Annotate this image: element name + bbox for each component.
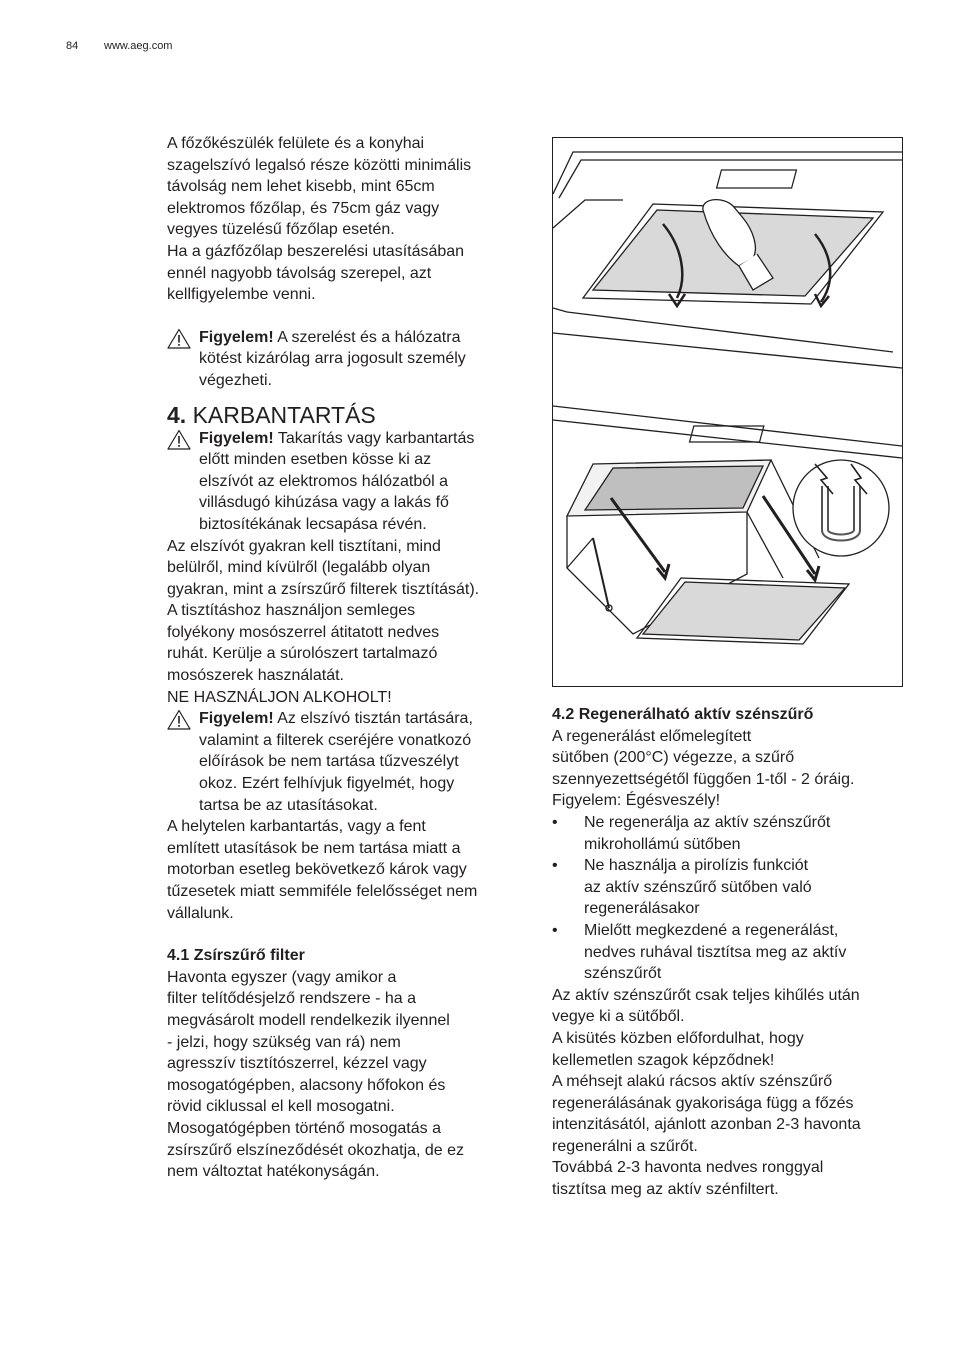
grease-filter-paragraph: Havonta egyszer (vagy amikor a filter telítődésjelző rendszere - ha a megvásárolt modell rendelkezik ilyennel - jelzi, hogy szükség van rá) nem agresszív tisztítószerrel, kézzel vagy mosogatógépben, alacsony hőfokon és rövid ciklussal el kell mosogatni. Mosogatógépben történő mosogatás a zsírszűrő elszíneződését okozhatja, de ez nem változtat hatékonyságán. xyxy=(167,968,465,1181)
subsection-heading-charcoal-filter: 4.2 Regenerálható aktív szénszűrő xyxy=(552,706,814,723)
intro-paragraph: A főzőkészülék felülete és a konyhai szagelszívó legalsó része közötti minimális távolság nem lehet kisebb, mint 65cm elektromos főzőlap, és 75cm gáz vagy vegyes tüzelésű főzőlap esetén. Ha a gázfőzőlap beszerelési utasításában ennél nagyobb távolság szerepel, azt kellfigyelembe venni. xyxy=(167,135,472,304)
warning-fire-hazard: Figyelem! Az elszívó tisztán tartására, valamint a filterek cseréjére vonatkozó előírások be nem tartása tűzveszélyt okoz. Ezért felhívjuk figyelmét, hogy tartsa be az utasításokat. xyxy=(167,708,527,816)
section-heading: 4. KARBANTARTÁS xyxy=(167,401,376,428)
right-column xyxy=(552,704,912,1201)
warning-icon xyxy=(167,429,191,450)
warning-installation: Figyelem! A szerelést és a hálózatra kötést kizárólag arra jogosult személy végezheti. xyxy=(167,327,527,392)
warning-icon xyxy=(167,709,191,730)
liability-paragraph: A helytelen karbantartás, vagy a fent említett utasítások be nem tartása miatt a motorban esetleg bekövetkező károk vagy tűzesetek miatt semmiféle felelősséget nem vállalunk. xyxy=(167,818,478,922)
cleaning-paragraph: Az elszívót gyakran kell tisztítani, mind belülről, mind kívülről (legalább olyan gyakran, mint a zsírszűrő filterek tisztítását). A tisztításhoz használjon semleges folyékony mosószerrel átitatott nedves ruhát. Kerülje a súrolószert tartalmazó mosószerek használatát. NE HASZNÁLJON ALKOHOLT! xyxy=(167,537,480,706)
filter-removal-illustration xyxy=(553,406,902,644)
maintenance-illustration xyxy=(552,137,903,687)
warning-disconnect: Figyelem! Takarítás vagy karbantartás előtt minden esetben kösse ki az elszívót az elektromos hálózatból a villásdugó kihúzása vagy a lakás fő biztosítékának lecsapása révén. xyxy=(167,428,527,536)
website-url: www.aeg.com xyxy=(104,40,173,52)
regeneration-paragraph: A regenerálást előmelegített sütőben (200°C) végezze, a szűrő szennyezettségétől függően 1-től - 2 óráig. Figyelem: Égésveszély! xyxy=(552,727,855,810)
subsection-heading-grease-filter: 4.1 Zsírszűrő filter xyxy=(167,947,305,965)
list-item: • Ne használja a pirolízis funkciót az aktív szénszűrő sütőben való regenerálásakor xyxy=(552,855,912,920)
regeneration-bullet-list xyxy=(552,812,912,985)
charcoal-care-paragraph: Az aktív szénszűrőt csak teljes kihűlés után vegye ki a sütőből. A kisütés közben előfordulhat, hogy kellemetlen szagok képződnek! A méhsejt alakú rácsos aktív szénszűrő regenerálásának gyakorisága függ a főzés intenzitásától, ajánlott azonban 2-3 havonta regenerálni a szűrőt. Továbbá 2-3 havonta nedves ronggyal tisztítsa meg az aktív szénfiltert. xyxy=(552,986,861,1199)
list-item: • Ne regenerálja az aktív szénszűrőt mikrohollámú sütőben xyxy=(552,812,912,855)
warning-icon xyxy=(167,328,191,349)
list-item: • Mielőtt megkezdené a regenerálást, nedves ruhával tisztítsa meg az aktív szénszűrőt xyxy=(552,920,912,985)
left-column xyxy=(167,133,527,1183)
page-number: 84 xyxy=(66,40,79,52)
hood-filter-drawing xyxy=(553,138,902,686)
hood-underside-illustration xyxy=(553,152,902,368)
